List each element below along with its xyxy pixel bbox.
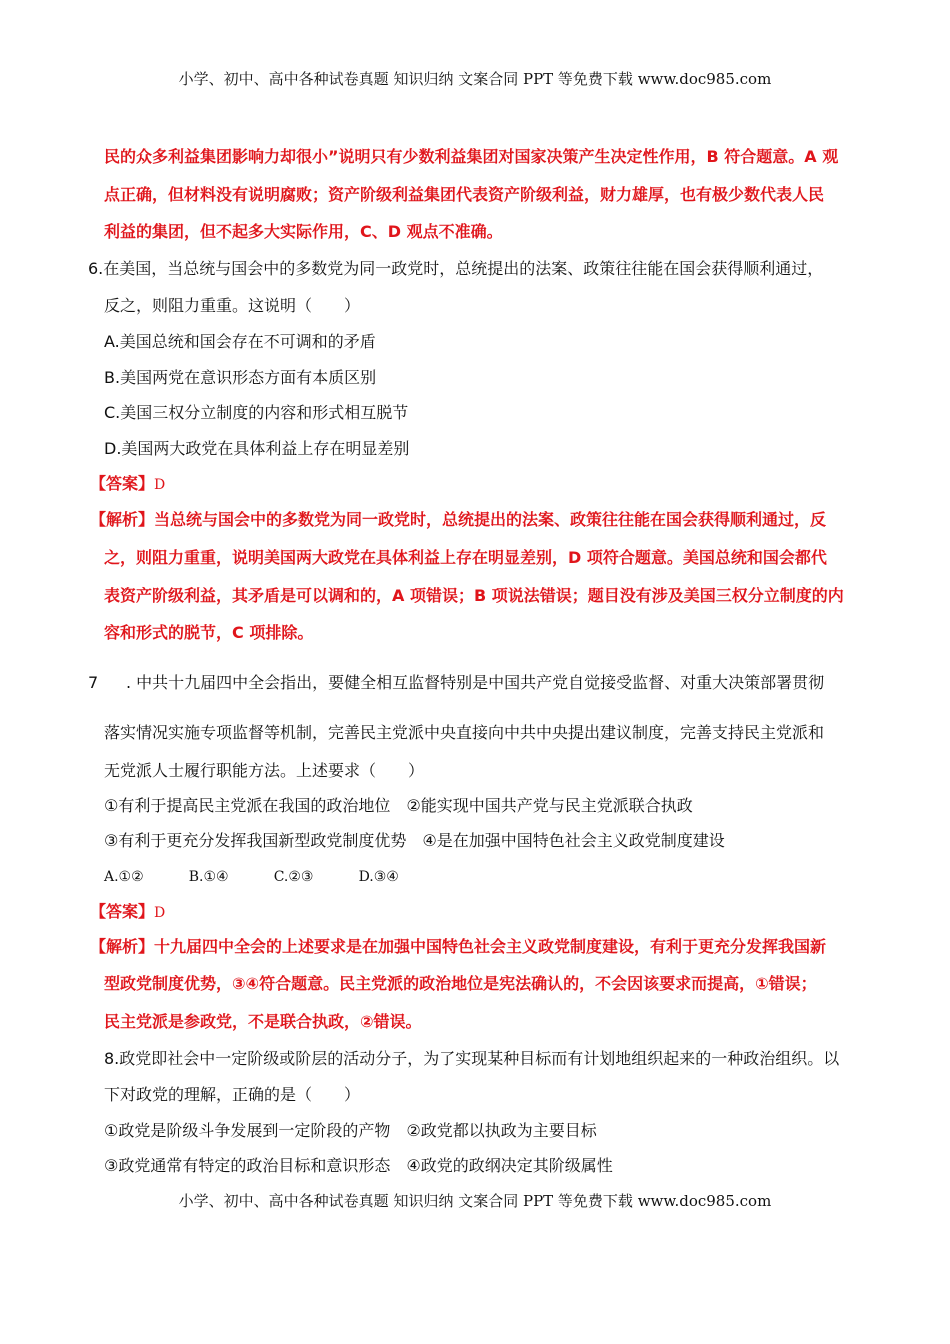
q6-stem-line: 6.在美国，当总统与国会中的多数党为同一政党时，总统提出的法案、政策往往能在国会获得顺利通过， (88, 259, 824, 278)
q6-explanation-line: 之，则阻力重重，说明美国两大政党在具体利益上存在明显差别，D 项符合题意。美国总统和国会都代 (104, 548, 827, 567)
prev-explanation-line: 点正确，但材料没有说明腐败；资产阶级利益集团代表资产阶级利益，财力雄厚，也有极少数代表人民 (104, 185, 825, 204)
page-footer: 小学、初中、高中各种试卷真题 知识归纳 文案合同 PPT 等免费下载 www.doc985.com (178, 1192, 772, 1210)
answer-value: D (154, 477, 166, 493)
page-header: 小学、初中、高中各种试卷真题 知识归纳 文案合同 PPT 等免费下载 www.doc985.com (178, 70, 772, 88)
prev-explanation-line: 利益的集团，但不起多大实际作用，C、D 观点不准确。 (104, 222, 503, 241)
q7-statement-line: ③有利于更充分发挥我国新型政党制度优势 ④是在加强中国特色社会主义政党制度建设 (104, 831, 725, 850)
q7-explanation-line: 民主党派是参政党，不是联合执政，②错误。 (104, 1012, 422, 1031)
answer-label: 【答案】 (90, 474, 155, 493)
q7-number: 7 (88, 673, 99, 692)
q7-choices (104, 866, 399, 887)
q7-stem-line: . 中共十九届四中全会指出，要健全相互监督特别是中国共产党自觉接受监督、对重大决策部署贯彻 (126, 673, 825, 692)
q7-statement-line: ①有利于提高民主党派在我国的政治地位 ②能实现中国共产党与民主党派联合执政 (104, 796, 693, 815)
q7-choice-a: A.①② (104, 869, 144, 885)
q7-answer (90, 902, 165, 923)
q8-stem-line: 8.政党即社会中一定阶级或阶层的活动分子，为了实现某种目标而有计划地组织起来的一种政治组织。以 (104, 1049, 840, 1068)
q6-option-c: C.美国三权分立制度的内容和形式相互脱节 (104, 403, 409, 422)
q7-choice-b: B.①④ (188, 869, 229, 885)
q7-explanation-line: 【解析】十九届四中全会的上述要求是在加强中国特色社会主义政党制度建设，有利于更充分发挥我国新 (90, 937, 827, 956)
q7-choice-c: C.②③ (273, 869, 314, 885)
q6-option-a: A.美国总统和国会存在不可调和的矛盾 (104, 332, 376, 351)
answer-label: 【答案】 (90, 902, 155, 921)
q8-statement-line: ①政党是阶级斗争发展到一定阶段的产物 ②政党都以执政为主要目标 (104, 1121, 597, 1140)
answer-value: D (154, 905, 166, 921)
q8-statement-line: ③政党通常有特定的政治目标和意识形态 ④政党的政纲决定其阶级属性 (104, 1156, 613, 1175)
q6-answer (90, 474, 165, 495)
q7-stem-line: 无党派人士履行职能方法。上述要求（ ） (104, 761, 425, 780)
q7-explanation-line: 型政党制度优势，③④符合题意。民主党派的政治地位是宪法确认的，不会因该要求而提高，①错误； (104, 974, 817, 993)
q6-stem-line: 反之，则阻力重重。这说明（ ） (104, 296, 361, 315)
q6-explanation-line: 容和形式的脱节，C 项排除。 (104, 623, 314, 642)
q7-choice-d: D.③④ (358, 869, 399, 885)
q6-explanation-line: 【解析】当总统与国会中的多数党为同一政党时，总统提出的法案、政策往往能在国会获得顺利通过，反 (90, 510, 827, 529)
prev-explanation-line: 民的众多利益集团影响力却很小”说明只有少数利益集团对国家决策产生决定性作用，B 符合题意。A 观 (104, 147, 839, 166)
q8-stem-line: 下对政党的理解，正确的是（ ） (104, 1085, 361, 1104)
q6-option-b: B.美国两党在意识形态方面有本质区别 (104, 368, 377, 387)
q6-explanation-line: 表资产阶级利益，其矛盾是可以调和的，A 项错误；B 项说法错误；题目没有涉及美国三权分立制度的内 (104, 586, 844, 605)
q6-option-d: D.美国两大政党在具体利益上存在明显差别 (104, 439, 410, 458)
q7-stem-line: 落实情况实施专项监督等机制，完善民主党派中央直接向中共中央提出建议制度，完善支持民主党派和 (104, 723, 825, 742)
